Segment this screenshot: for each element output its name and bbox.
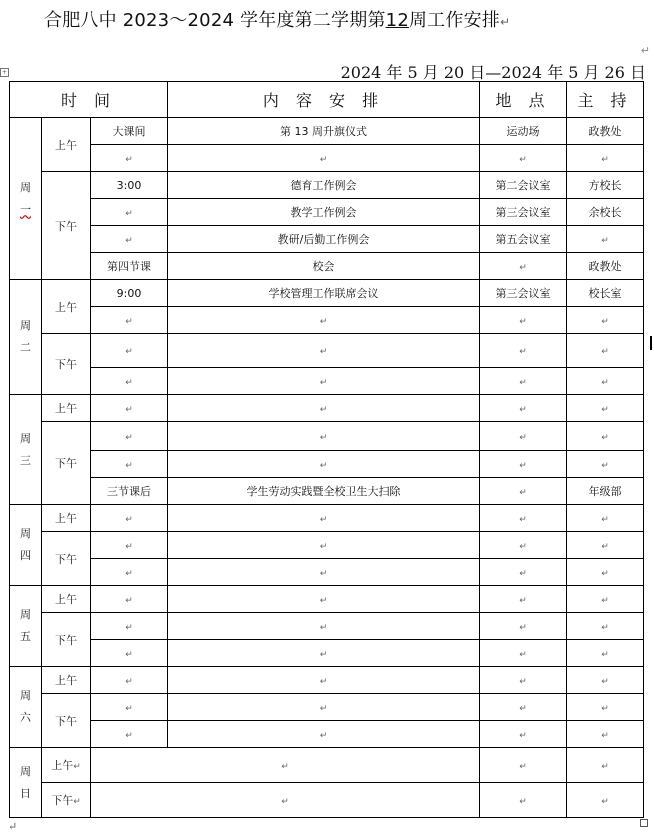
col-header-content: 内 容 安 排: [168, 82, 480, 118]
table-row: [10, 694, 644, 721]
period-am: 上午: [42, 395, 91, 422]
cell-place: [480, 368, 567, 395]
cell-host: [567, 532, 644, 559]
cell-time: [91, 559, 168, 586]
period-am: 上午: [42, 280, 91, 334]
period-am: 上午: [42, 505, 91, 532]
table-row: [10, 451, 644, 478]
paragraph-mark-icon: ↵: [8, 820, 18, 833]
cell-place: 第五会议室: [480, 226, 567, 253]
cell-host: ↵: [567, 783, 644, 818]
table-row: [10, 721, 644, 748]
period-pm: 下午: [42, 532, 91, 586]
cell-content: 德育工作例会: [168, 172, 480, 199]
cell-content: [168, 422, 480, 451]
cell-place: [480, 694, 567, 721]
table-header-row: [10, 82, 644, 118]
page-title: 合肥八中 2023～2024 学年度第二学期第12周工作安排↵: [44, 10, 511, 31]
table-row: [10, 368, 644, 395]
cell-time: [91, 586, 168, 613]
cell-host: [567, 505, 644, 532]
table-row: [10, 640, 644, 667]
table-row: [10, 586, 644, 613]
cell-content: [168, 694, 480, 721]
cell-time: 第四节课: [91, 253, 168, 280]
period-am: 上午↵: [42, 748, 91, 783]
cell-time: [91, 667, 168, 694]
cell-content: [168, 505, 480, 532]
cell-time: [91, 422, 168, 451]
title-suffix: 周工作安排: [408, 10, 500, 31]
table-row: [10, 280, 644, 307]
cell-content: [168, 307, 480, 334]
cell-content: [168, 368, 480, 395]
date-range: 2024 年 5 月 20 日—2024 年 5 月 26 日: [340, 63, 646, 82]
schedule-table: [9, 81, 644, 818]
cell-content: 第 13 周升旗仪式: [168, 118, 480, 145]
cell-host: [567, 395, 644, 422]
cell-place: [480, 559, 567, 586]
cell-host: [567, 586, 644, 613]
cell-host: 政教处: [567, 118, 644, 145]
cell-host: [567, 451, 644, 478]
cell-place: [480, 422, 567, 451]
cell-content: [91, 748, 480, 783]
cell-place: ↵: [480, 783, 567, 818]
cell-content: [168, 395, 480, 422]
cell-time: [91, 532, 168, 559]
period-pm: 下午: [42, 334, 91, 395]
cell-place: [480, 334, 567, 368]
period-am: 上午: [42, 118, 91, 172]
table-row: [10, 613, 644, 640]
cell-time: 三节课后: [91, 478, 168, 505]
day-label-sat: 周 六: [10, 667, 42, 748]
cell-host: [567, 694, 644, 721]
cell-content: [168, 334, 480, 368]
cell-place: ↵: [480, 748, 567, 783]
cell-place: [480, 640, 567, 667]
cell-place: [480, 613, 567, 640]
cell-host: [567, 559, 644, 586]
table-row: [10, 478, 644, 505]
period-pm: 下午↵: [42, 783, 91, 818]
cell-content: 教研/后勤工作例会: [168, 226, 480, 253]
cell-content: ↵: [168, 721, 480, 748]
table-row: [10, 172, 644, 199]
cell-time: ↵: [91, 721, 168, 748]
period-am: 上午: [42, 586, 91, 613]
day-label-wed: 周 三: [10, 395, 42, 505]
title-prefix: 合肥八中 2023～2024 学年度第二学期第: [44, 10, 386, 31]
cell-time: [91, 226, 168, 253]
cell-content: 教学工作例会: [168, 199, 480, 226]
period-pm: 下午: [42, 613, 91, 667]
cell-host: [567, 640, 644, 667]
col-header-place: 地 点: [480, 82, 567, 118]
table-row: [10, 667, 644, 694]
cell-host: 校长室: [567, 280, 644, 307]
table-row: [10, 226, 644, 253]
cell-place: [480, 586, 567, 613]
cell-time: [91, 145, 168, 172]
cursor-mark: [650, 336, 652, 350]
period-pm: 下午: [42, 172, 91, 280]
cell-time: 3:00: [91, 172, 168, 199]
cell-place: 第三会议室: [480, 280, 567, 307]
period-am: 上午: [42, 667, 91, 694]
cell-time: 9:00: [91, 280, 168, 307]
cell-time: [91, 640, 168, 667]
cell-content: 学校管理工作联席会议: [168, 280, 480, 307]
cell-content: [168, 586, 480, 613]
cell-host: [567, 368, 644, 395]
table-row: [10, 307, 644, 334]
cell-place: [480, 307, 567, 334]
table-row: [10, 748, 644, 783]
cell-host: [567, 334, 644, 368]
cell-host: [567, 145, 644, 172]
cell-content: ↵: [91, 783, 480, 818]
cell-host: ↵: [567, 721, 644, 748]
col-header-time: 时 间: [10, 82, 168, 118]
week-number: 12: [385, 10, 409, 31]
cell-place: [480, 451, 567, 478]
cell-content: [168, 667, 480, 694]
cell-content: 学生劳动实践暨全校卫生大扫除: [168, 478, 480, 505]
period-pm: 下午: [42, 422, 91, 505]
cell-place: [480, 253, 567, 280]
cell-host: [567, 307, 644, 334]
cell-place: [480, 395, 567, 422]
table-row: [10, 199, 644, 226]
day-label-tue: 周 二: [10, 280, 42, 395]
cell-time: [91, 613, 168, 640]
cell-time: [91, 307, 168, 334]
table-row: [10, 559, 644, 586]
cell-time: 大课间: [91, 118, 168, 145]
cell-place: [480, 667, 567, 694]
cell-host: 政教处: [567, 253, 644, 280]
cell-host: [567, 613, 644, 640]
cell-content: [168, 145, 480, 172]
cell-time: [91, 368, 168, 395]
cell-host: [567, 748, 644, 783]
cell-content: [168, 532, 480, 559]
cell-host: 余校长: [567, 199, 644, 226]
cell-time: [91, 505, 168, 532]
cell-place: [480, 505, 567, 532]
table-row: [10, 505, 644, 532]
day-label-sun: 周 日: [10, 748, 42, 818]
table-row: [10, 334, 644, 368]
cell-time: [91, 395, 168, 422]
cell-host: [567, 422, 644, 451]
cell-place: ↵: [480, 721, 567, 748]
table-anchor-icon[interactable]: +: [1, 69, 8, 76]
cell-content: [168, 451, 480, 478]
day-label-mon: 周 一: [10, 118, 42, 280]
cell-place: 第三会议室: [480, 199, 567, 226]
cell-time: [91, 694, 168, 721]
cell-place: [480, 145, 567, 172]
cell-content: 校会: [168, 253, 480, 280]
cell-host: [567, 226, 644, 253]
cell-place: 第二会议室: [480, 172, 567, 199]
period-pm: 下午: [42, 694, 91, 748]
col-header-host: 主 持: [567, 82, 644, 118]
cell-time: [91, 199, 168, 226]
cell-host: [567, 667, 644, 694]
cell-place: [480, 478, 567, 505]
paragraph-mark-icon: ↵: [640, 44, 650, 57]
cell-place: 运动场: [480, 118, 567, 145]
cell-time: [91, 334, 168, 368]
table-row: [10, 253, 644, 280]
cell-content: [168, 640, 480, 667]
end-of-cell-mark: [640, 819, 648, 827]
cell-place: [480, 532, 567, 559]
cell-host: 方校长: [567, 172, 644, 199]
table-row: [10, 532, 644, 559]
table-row: [10, 118, 644, 145]
table-row: [10, 783, 644, 818]
day-label-fri: 周 五: [10, 586, 42, 667]
day-label-thu: 周 四: [10, 505, 42, 586]
table-row: [10, 395, 644, 422]
cell-content: [168, 559, 480, 586]
cell-content: [168, 613, 480, 640]
table-row: [10, 145, 644, 172]
table-row: [10, 422, 644, 451]
cell-time: [91, 451, 168, 478]
cell-host: 年级部: [567, 478, 644, 505]
